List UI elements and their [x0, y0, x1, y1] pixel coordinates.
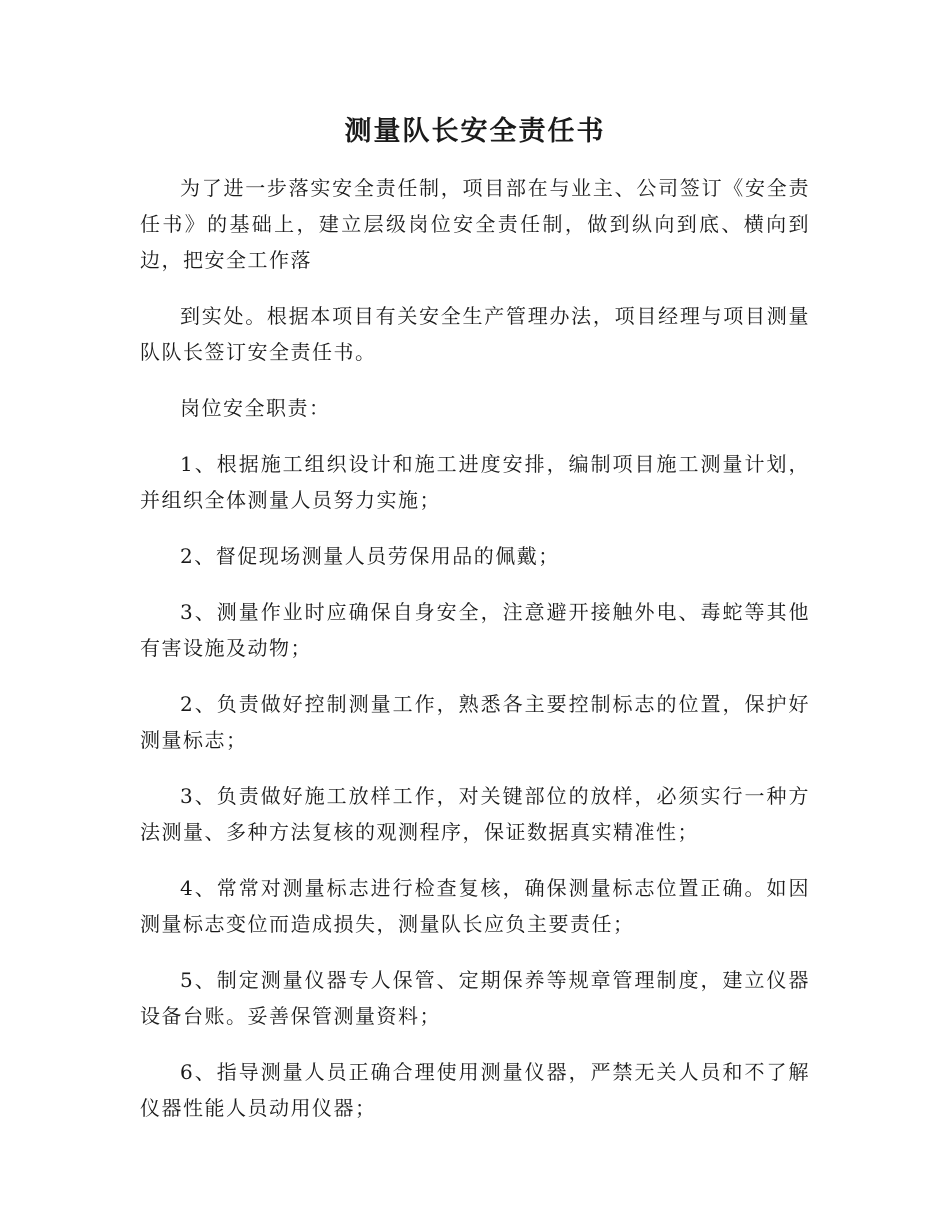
document-title: 测量队长安全责任书: [344, 116, 606, 147]
duty-item: 5、制定测量仪器专人保管、定期保养等规章管理制度，建立仪器设备台账。妥善保管测量资料；: [140, 968, 810, 1028]
duty-item: 4、常常对测量标志进行检查复核，确保测量标志位置正确。如因测量标志变位而造成损失，测量队长应负主要责任；: [140, 876, 810, 936]
section-heading-duties: 岗位安全职责：: [180, 396, 331, 420]
duty-item: 6、指导测量人员正确合理使用测量仪器，严禁无关人员和不了解仪器性能人员动用仪器；: [140, 1060, 810, 1120]
duty-item: 3、测量作业时应确保自身安全，注意避开接触外电、毒蛇等其他有害设施及动物；: [140, 600, 810, 660]
paragraph-intro-continued: 到实处。根据本项目有关安全生产管理办法，项目经理与项目测量队队长签订安全责任书。: [140, 304, 810, 364]
duty-item: 2、负责做好控制测量工作，熟悉各主要控制标志的位置，保护好测量标志；: [140, 692, 810, 752]
duty-item: 1、根据施工组织设计和施工进度安排，编制项目施工测量计划，并组织全体测量人员努力实施；: [140, 452, 810, 512]
duty-item: 3、负责做好施工放样工作，对关键部位的放样，必须实行一种方法测量、多种方法复核的观测程序，保证数据真实精准性；: [140, 784, 810, 844]
paragraph-intro: 为了进一步落实安全责任制，项目部在与业主、公司签订《安全责任书》的基础上，建立层级岗位安全责任制，做到纵向到底、横向到边，把安全工作落: [140, 176, 810, 272]
duty-item: 2、督促现场测量人员劳保用品的佩戴；: [180, 544, 560, 568]
